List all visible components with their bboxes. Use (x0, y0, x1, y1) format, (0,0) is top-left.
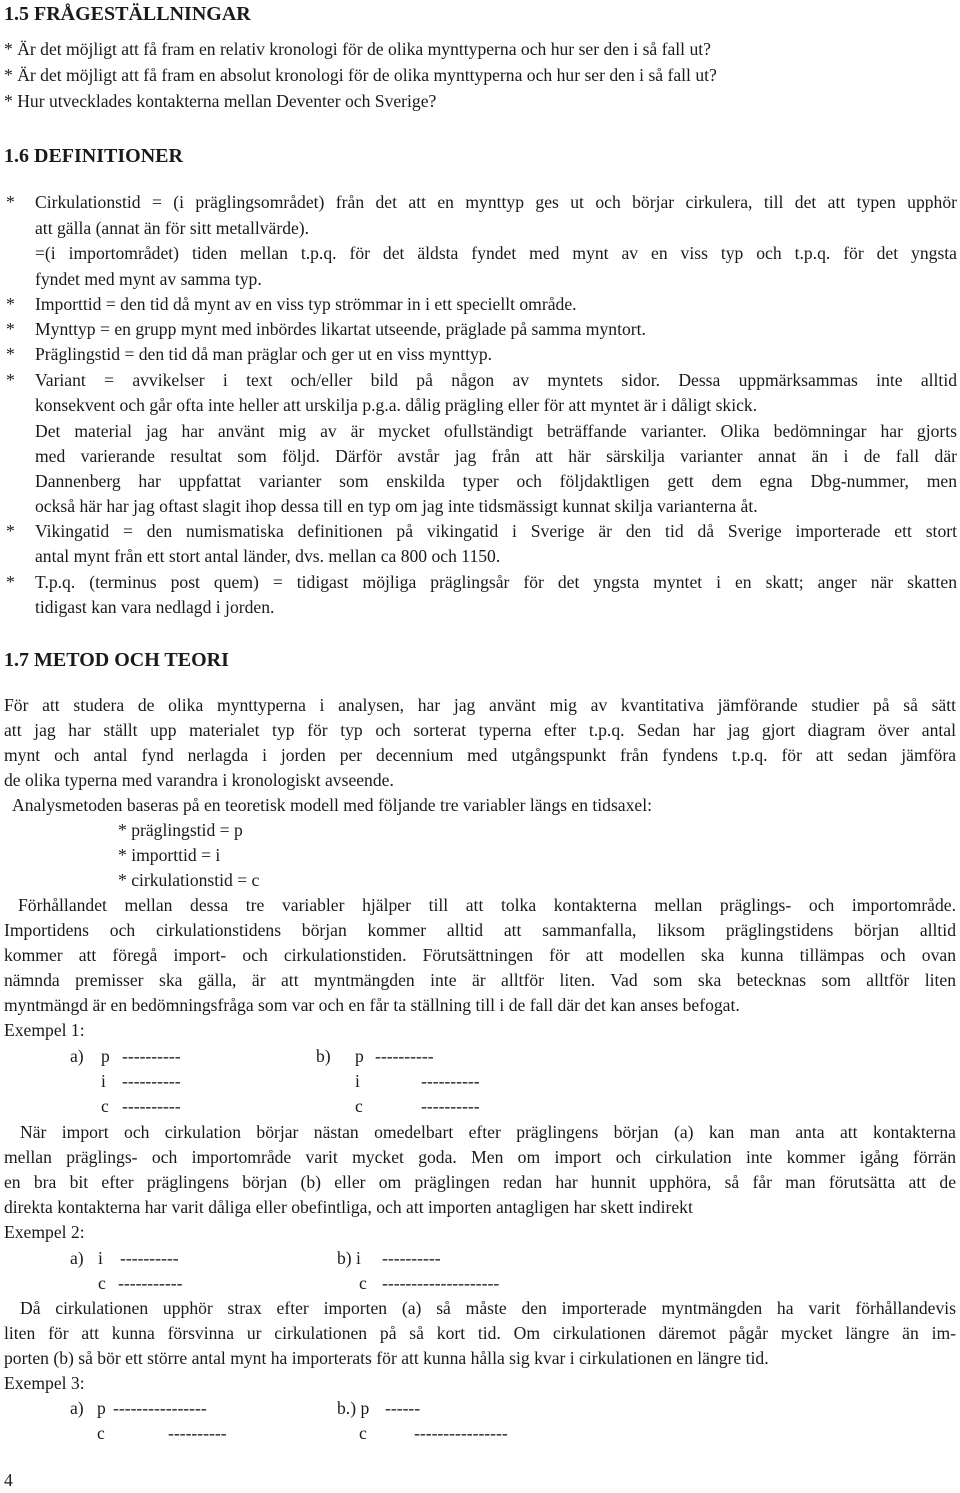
definition-line: Cirkulationstid = (i präglingsområdet) från det att en mynttyp ges ut och börjar cirkulera, till det att typen upphör (35, 192, 957, 212)
diagram-bar: ---------- (382, 1248, 441, 1268)
section-heading-1-7: 1.7 METOD OCH TEORI (4, 649, 229, 671)
diagram-bar: ----------- (118, 1273, 183, 1293)
diagram-variable: p (97, 1398, 106, 1418)
definition-line: Importtid = den tid då mynt av en viss typ strömmar in i ett speciellt område. (35, 294, 577, 314)
page-number: 4 (4, 1470, 13, 1490)
variable-item: * präglingstid = p (118, 820, 243, 840)
definition-line: fyndet med mynt av samma typ. (35, 269, 262, 289)
example-label: Exempel 3: (4, 1373, 85, 1393)
diagram-bar: ---------------- (113, 1398, 207, 1418)
diagram-label: a) (70, 1398, 84, 1418)
definition-line: Vikingatid = den numismatiska definitionen på vikingatid i Sverige är den tid då Sverige importerade ett stort (35, 521, 957, 541)
diagram-variable: i (101, 1071, 106, 1091)
diagram-variable: p (355, 1046, 364, 1066)
definition-line: Mynttyp = en grupp mynt med inbördes likartat utseende, präglade på samma myntort. (35, 319, 646, 339)
diagram-variable: i (355, 1071, 360, 1091)
section-heading-1-5: 1.5 FRÅGESTÄLLNINGAR (4, 3, 251, 25)
diagram-label: b) i (337, 1248, 361, 1268)
definition-line: =(i importområdet) tiden mellan t.p.q. för det äldsta fyndet med mynt av en viss typ och t.p.q. för det yngsta (35, 243, 957, 263)
paragraph-line: Analysmetoden baseras på en teoretisk modell med följande tre variabler längs en tidsaxel: (12, 795, 652, 815)
diagram-label: b.) p (337, 1398, 370, 1418)
diagram-bar: ---------- (122, 1071, 181, 1091)
diagram-variable: c (101, 1096, 109, 1116)
bullet-asterisk: * (6, 370, 15, 390)
paragraph-line: För att studera de olika mynttyperna i analysen, har jag använt mig av kvantitativa jämförande studier på så sätt (4, 695, 956, 715)
definition-line: Det material jag har använt mig av är mycket ofullständigt beträffande varianter. Olika bedömningar har gjorts (35, 421, 957, 441)
diagram-label: b) (316, 1046, 331, 1066)
diagram-bar: ---------- (421, 1071, 480, 1091)
definition-line: också här har jag oftast slagit ihop dessa till en typ om jag inte tidsmässigt kunnat skilja varianterna åt. (35, 496, 758, 516)
diagram-bar: ---------- (421, 1096, 480, 1116)
diagram-variable: c (98, 1273, 106, 1293)
paragraph-line: Förhållandet mellan dessa tre variabler hjälper till att tolka kontakterna mellan präglings- och importområde. (18, 895, 956, 915)
diagram-bar: ---------- (122, 1096, 181, 1116)
definition-line: Variant = avvikelser i text och/eller bild på någon av myntets sidor. Dessa uppmärksammas inte alltid (35, 370, 957, 390)
paragraph-line: myntmängd är en bedömningsfråga som var och en får ta ställning till i de fall där det kan anses befogat. (4, 995, 740, 1015)
definition-line: antal mynt från ett stort antal länder, dvs. mellan ca 800 och 1150. (35, 546, 501, 566)
diagram-bar: ---------- (122, 1046, 181, 1066)
paragraph-line: mynt och antal fynd nerlagda i jorden per decennium med utgångspunkt från fyndens t.p.q. för att sedan jämföra (4, 745, 956, 765)
definition-line: T.p.q. (terminus post quem) = tidigast möjliga präglingsår för det yngsta myntet i en skatt; anger när skatten (35, 572, 957, 592)
diagram-variable: c (97, 1423, 105, 1443)
paragraph-line: liten för att kunna försvinna ur cirkulationen på så kort tid. Om cirkulationen däremot pågår mycket längre än im- (4, 1323, 956, 1343)
diagram-label: a) (70, 1046, 84, 1066)
definition-line: tidigast kan vara nedlagd i jorden. (35, 597, 275, 617)
diagram-bar: ---------------- (414, 1423, 508, 1443)
paragraph-line: kommer att föregå import- och cirkulationstiden. Förutsättningen för att modellen ska kunna tillämpas och ovan (4, 945, 956, 965)
example-label: Exempel 2: (4, 1222, 85, 1242)
paragraph-line: att jag har ställt upp materialet typ för typ och sorterat typerna efter t.p.q. Sedan har jag gjort diagram över antal (4, 720, 956, 740)
bullet-asterisk: * (6, 319, 15, 339)
diagram-variable: c (355, 1096, 363, 1116)
example-label: Exempel 1: (4, 1020, 85, 1040)
paragraph-line: direkta kontakterna har varit dåliga eller obefintliga, och att importen antagligen har skett indirekt (4, 1197, 693, 1217)
diagram-bar: ---------- (375, 1046, 434, 1066)
diagram-bar: -------------------- (382, 1273, 500, 1293)
bullet-asterisk: * (6, 294, 15, 314)
question-line: * Är det möjligt att få fram en absolut kronologi för de olika mynttyperna och hur ser den i så fall ut? (4, 65, 717, 85)
diagram-bar: ------ (385, 1398, 421, 1418)
paragraph-line: nämnda premisser ska gälla, är att myntmängden inte är alltför liten. Vad som ska betecknas som alltför liten (4, 970, 956, 990)
bullet-asterisk: * (6, 521, 15, 541)
paragraph-line: Importidens och cirkulationstidens början kommer alltid att sammanfalla, liksom präglingstidens början alltid (4, 920, 956, 940)
paragraph-line: När import och cirkulation börjar nästan omedelbart efter präglingens början (a) kan man anta att kontakterna (20, 1122, 956, 1142)
definition-line: att gälla (annat än för sitt metallvärde). (35, 218, 310, 238)
paragraph-line: porten (b) så bör ett större antal mynt ha importerats för att kunna hålla sig kvar i cirkulationen en längre tid. (4, 1348, 769, 1368)
bullet-asterisk: * (6, 192, 15, 212)
paragraph-line: en bra bit efter präglingens början (b) eller om präglingen redan har hunnit upphöra, så får man förutsätta att de (4, 1172, 956, 1192)
diagram-label: a) (70, 1248, 84, 1268)
paragraph-line: de olika typerna med varandra i kronologiskt avseende. (4, 770, 394, 790)
variable-item: * importtid = i (118, 845, 221, 865)
diagram-variable: c (359, 1423, 367, 1443)
question-line: * Är det möjligt att få fram en relativ kronologi för de olika mynttyperna och hur ser den i så fall ut? (4, 39, 711, 59)
section-heading-1-6: 1.6 DEFINITIONER (4, 145, 183, 167)
variable-item: * cirkulationstid = c (118, 870, 260, 890)
diagram-variable: c (359, 1273, 367, 1293)
diagram-variable: p (101, 1046, 110, 1066)
diagram-bar: ---------- (120, 1248, 179, 1268)
question-line: * Hur utvecklades kontakterna mellan Deventer och Sverige? (4, 91, 437, 111)
diagram-bar: ---------- (168, 1423, 227, 1443)
bullet-asterisk: * (6, 572, 15, 592)
definition-line: med varierande resultat som följd. Därför avstår jag från att här särskilja varianter annat än i de fall där (35, 446, 957, 466)
definition-line: Präglingstid = den tid då man präglar och ger ut en viss mynttyp. (35, 344, 493, 364)
paragraph-line: Då cirkulationen upphör strax efter importen (a) så måste den importerade myntmängden ha varit förhållandevis (20, 1298, 956, 1318)
definition-line: konsekvent och går ofta inte heller att urskilja p.g.a. dålig prägling eller för att myntet är i dåligt skick. (35, 395, 758, 415)
definition-line: Dannenberg har uppfattat varianter som enskilda typer och följdaktligen gett dem egna Dbg-nummer, men (35, 471, 957, 491)
paragraph-line: mellan präglings- och importområde varit mycket goda. Men om import och cirkulation inte kommer igång förrän (4, 1147, 956, 1167)
diagram-variable: i (98, 1248, 103, 1268)
bullet-asterisk: * (6, 344, 15, 364)
